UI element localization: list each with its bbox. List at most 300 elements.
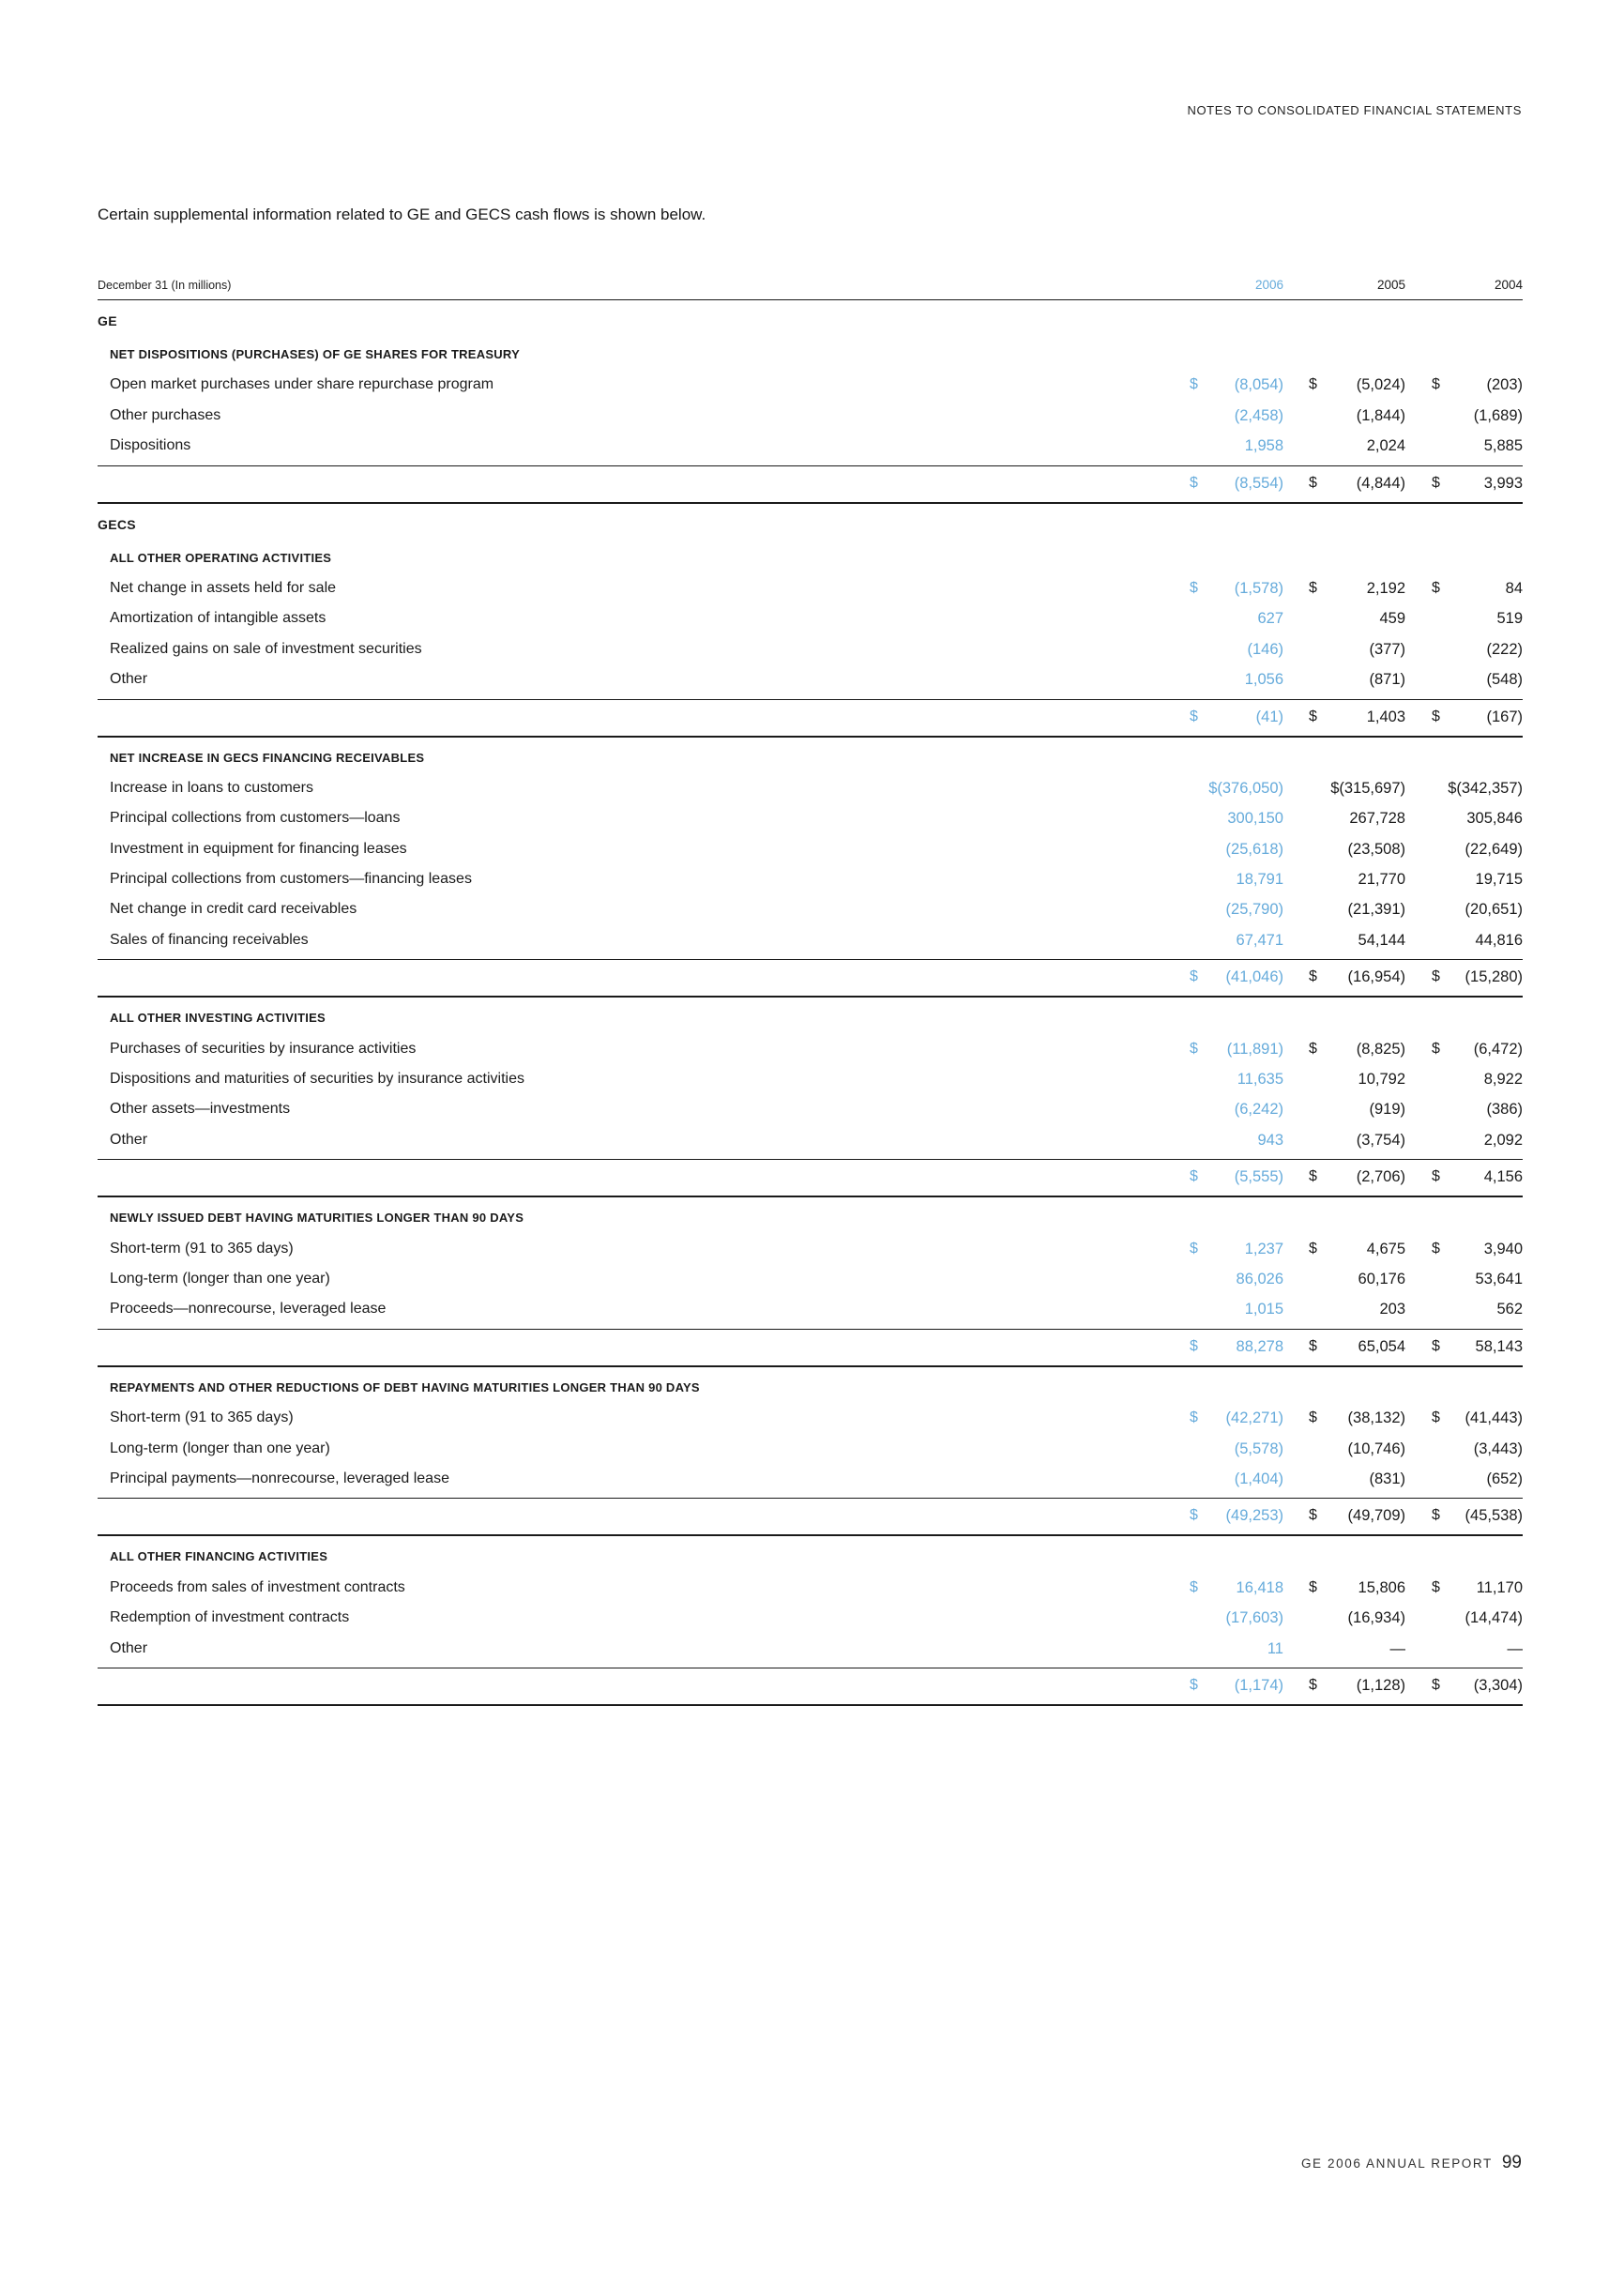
table-row [98, 1125, 1523, 1155]
dollar-sign: $ [1309, 1507, 1317, 1524]
total-row-spacer [98, 1671, 1133, 1699]
section-heading-row [98, 1373, 1523, 1403]
cell-value: $(315,697) [1330, 779, 1405, 797]
row-label: Sales of financing receivables [110, 931, 309, 948]
table-caption: December 31 (In millions) [98, 279, 232, 292]
value-cell-2006 [1133, 1403, 1283, 1433]
value-cell-2005 [1283, 894, 1405, 924]
table-section [98, 738, 1523, 998]
cell-value: (1,689) [1473, 406, 1523, 424]
cell-value: (1,404) [1234, 1470, 1283, 1487]
table-row [98, 1603, 1523, 1633]
value-cell-2006 [1133, 469, 1283, 497]
section-total-row [98, 1501, 1523, 1530]
cell-value: 18,791 [1236, 871, 1283, 889]
value-cell-2006 [1133, 894, 1283, 924]
section-heading: ALL OTHER INVESTING ACTIVITIES [110, 1011, 326, 1026]
value-cell-2005 [1283, 1464, 1405, 1494]
cell-value: (222) [1486, 640, 1523, 658]
table-section [98, 1197, 1523, 1367]
dollar-sign: $ [1309, 1578, 1317, 1595]
cell-value: (41,046) [1225, 968, 1283, 986]
value-cell-2005 [1283, 1064, 1405, 1094]
value-cell-2004 [1405, 1671, 1523, 1699]
value-cell-2005 [1283, 573, 1405, 603]
row-label: Other [110, 1639, 148, 1656]
dollar-sign: $ [1309, 579, 1317, 596]
cell-value: (831) [1369, 1470, 1405, 1487]
table-row [98, 1234, 1523, 1264]
value-cell-2006 [1133, 864, 1283, 894]
cell-value: (4,844) [1356, 474, 1405, 492]
cell-value: 53,641 [1475, 1270, 1523, 1287]
table-row [98, 634, 1523, 664]
cell-value: (22,649) [1465, 840, 1523, 858]
cell-value: (10,746) [1347, 1440, 1405, 1457]
section-heading: NET INCREASE IN GECS FINANCING RECEIVABLES [110, 750, 425, 765]
section-heading-row [98, 1542, 1523, 1572]
cell-value: (25,618) [1225, 840, 1283, 858]
group-label: GECS [98, 516, 136, 532]
value-cell-2004 [1405, 963, 1523, 991]
value-cell-2006 [1133, 1501, 1283, 1530]
table-row [98, 431, 1523, 461]
cell-value: (919) [1369, 1101, 1405, 1119]
table-row [98, 401, 1523, 431]
table-row [98, 773, 1523, 803]
cell-value: 84 [1505, 579, 1523, 597]
cell-value: 44,816 [1475, 931, 1523, 949]
cell-value: (203) [1486, 376, 1523, 394]
value-cell-2006 [1133, 1064, 1283, 1094]
dollar-sign: $ [1432, 474, 1440, 491]
report-name: GE 2006 ANNUAL REPORT [1300, 2156, 1493, 2171]
row-label: Realized gains on sale of investment securities [110, 640, 422, 657]
section-total-row [98, 1333, 1523, 1361]
cell-value: 4,675 [1366, 1240, 1405, 1257]
cash-flow-supplemental-table [98, 278, 1523, 1706]
value-cell-2005 [1283, 1573, 1405, 1603]
value-cell-2006 [1133, 703, 1283, 731]
value-cell-2004 [1405, 634, 1523, 664]
row-label: Principal collections from customers—loans [110, 810, 401, 827]
value-cell-2004 [1405, 431, 1523, 461]
cell-value: 60,176 [1358, 1270, 1405, 1287]
table-section [98, 998, 1523, 1197]
cell-value: 1,958 [1244, 437, 1283, 455]
dollar-sign: $ [1432, 579, 1440, 596]
cell-value: $(342,357) [1448, 779, 1523, 797]
value-cell-2004 [1405, 1573, 1523, 1603]
group-label: GE [98, 313, 117, 328]
dollar-sign: $ [1309, 968, 1317, 985]
value-cell-2004 [1405, 664, 1523, 694]
cell-value: 300,150 [1227, 810, 1283, 828]
section-total-row [98, 1163, 1523, 1191]
value-cell-2005 [1283, 1603, 1405, 1633]
value-cell-2006 [1133, 1034, 1283, 1064]
section-heading-row [98, 1203, 1523, 1233]
value-cell-2004 [1405, 1094, 1523, 1124]
cell-value: 3,940 [1483, 1240, 1523, 1257]
table-row [98, 1094, 1523, 1124]
value-cell-2004 [1405, 1603, 1523, 1633]
table-row [98, 1294, 1523, 1324]
section-heading: REPAYMENTS AND OTHER REDUCTIONS OF DEBT HAVING MATURITIES LONGER THAN 90 DAYS [110, 1379, 700, 1394]
value-cell-2005 [1283, 803, 1405, 833]
total-row-spacer [98, 469, 1133, 497]
row-label: Investment in equipment for financing leases [110, 840, 407, 857]
table-row [98, 664, 1523, 694]
cell-value: 2,024 [1366, 437, 1405, 455]
table-row [98, 1434, 1523, 1464]
value-cell-2004 [1405, 1403, 1523, 1433]
value-cell-2004 [1405, 703, 1523, 731]
cell-value: (5,555) [1234, 1168, 1283, 1186]
cell-value: (16,954) [1347, 968, 1405, 986]
table-header-row [98, 278, 1523, 300]
value-cell-2006 [1133, 1264, 1283, 1294]
value-cell-2004 [1405, 925, 1523, 955]
cell-value: 11 [1267, 1639, 1283, 1657]
value-cell-2006 [1133, 603, 1283, 633]
table-row [98, 603, 1523, 633]
cell-value: 10,792 [1358, 1071, 1405, 1089]
dollar-sign: $ [1432, 1578, 1440, 1595]
cell-value: (11,891) [1226, 1040, 1283, 1058]
dollar-sign: $ [1190, 968, 1198, 985]
value-cell-2004 [1405, 864, 1523, 894]
running-header: NOTES TO CONSOLIDATED FINANCIAL STATEMENTS [1187, 103, 1522, 117]
dollar-sign: $ [1432, 1337, 1440, 1354]
dollar-sign: $ [1432, 708, 1440, 724]
value-cell-2004 [1405, 1434, 1523, 1464]
cell-value: 65,054 [1358, 1337, 1405, 1355]
row-label: Principal collections from customers—financing leases [110, 871, 472, 888]
value-cell-2006 [1133, 634, 1283, 664]
cell-value: (167) [1486, 708, 1523, 725]
cell-value: (1,128) [1356, 1676, 1405, 1694]
value-cell-2005 [1283, 1264, 1405, 1294]
table-row [98, 864, 1523, 894]
value-cell-2006 [1133, 370, 1283, 400]
cell-value: (377) [1369, 640, 1405, 658]
table-section [98, 1367, 1523, 1537]
dollar-sign: $ [1190, 1507, 1198, 1524]
section-total-block [98, 959, 1523, 998]
value-cell-2004 [1405, 370, 1523, 400]
dollar-sign: $ [1190, 1240, 1198, 1257]
dollar-sign: $ [1190, 1676, 1198, 1693]
section-heading-row [98, 543, 1523, 573]
cell-value: 67,471 [1236, 931, 1283, 949]
dollar-sign: $ [1190, 1168, 1198, 1185]
dollar-sign: $ [1432, 1507, 1440, 1524]
cell-value: (6,242) [1234, 1101, 1283, 1119]
cell-value: (8,054) [1234, 376, 1283, 394]
dollar-sign: $ [1432, 1240, 1440, 1257]
cell-value: (8,554) [1234, 474, 1283, 492]
cell-value: (45,538) [1465, 1507, 1523, 1525]
group-row [98, 300, 1523, 334]
value-cell-2004 [1405, 1125, 1523, 1155]
cell-value: 627 [1257, 610, 1283, 628]
table-row [98, 925, 1523, 955]
dollar-sign: $ [1432, 1676, 1440, 1693]
section-total-row [98, 703, 1523, 731]
row-label: Principal payments—nonrecourse, leveraged lease [110, 1470, 449, 1486]
cell-value: 58,143 [1475, 1337, 1523, 1355]
value-cell-2006 [1133, 803, 1283, 833]
cell-value: 1,403 [1366, 708, 1405, 725]
value-cell-2004 [1405, 1163, 1523, 1191]
dollar-sign: $ [1432, 968, 1440, 985]
cell-value: 88,278 [1236, 1337, 1283, 1355]
cell-value: 519 [1496, 610, 1523, 628]
row-label: Other purchases [110, 406, 221, 423]
section-total-block [98, 1498, 1523, 1536]
cell-value: (21,391) [1347, 901, 1405, 919]
dollar-sign: $ [1309, 1409, 1317, 1426]
value-cell-2004 [1405, 894, 1523, 924]
cell-value: (3,443) [1473, 1440, 1523, 1457]
cell-value: 21,770 [1358, 871, 1405, 889]
value-cell-2006 [1133, 1671, 1283, 1699]
cell-value: 1,237 [1244, 1240, 1283, 1257]
value-cell-2005 [1283, 1501, 1405, 1530]
total-row-spacer [98, 1501, 1133, 1530]
cell-value: 11,635 [1237, 1071, 1283, 1089]
cell-value: (1,174) [1234, 1676, 1283, 1694]
cell-value: 203 [1379, 1301, 1405, 1318]
value-cell-2005 [1283, 1434, 1405, 1464]
page-footer [1301, 2153, 1522, 2173]
page-number: 99 [1501, 2153, 1522, 2172]
cell-value: 305,846 [1466, 810, 1523, 828]
value-cell-2004 [1405, 773, 1523, 803]
dollar-sign: $ [1432, 1409, 1440, 1426]
cell-value: (5,578) [1234, 1440, 1283, 1457]
value-cell-2006 [1133, 1294, 1283, 1324]
group-row [98, 504, 1523, 538]
row-label: Long-term (longer than one year) [110, 1440, 330, 1456]
value-cell-2005 [1283, 634, 1405, 664]
dollar-sign: $ [1432, 376, 1440, 393]
value-cell-2005 [1283, 1163, 1405, 1191]
section-total-block [98, 1668, 1523, 1706]
cell-value: (2,706) [1356, 1168, 1405, 1186]
value-cell-2005 [1283, 1234, 1405, 1264]
value-cell-2004 [1405, 1034, 1523, 1064]
cell-value: (548) [1486, 671, 1523, 689]
value-cell-2004 [1405, 834, 1523, 864]
cell-value: 562 [1496, 1301, 1523, 1318]
section-total-block [98, 699, 1523, 738]
column-header-2006: 2006 [1254, 278, 1283, 292]
table-row [98, 1264, 1523, 1294]
cell-value: (386) [1486, 1101, 1523, 1119]
cell-value: (23,508) [1347, 840, 1405, 858]
cell-value: (49,709) [1347, 1507, 1405, 1525]
dollar-sign: $ [1190, 376, 1198, 393]
row-label: Net change in credit card receivables [110, 901, 357, 918]
dollar-sign: $ [1309, 1337, 1317, 1354]
table-row [98, 834, 1523, 864]
row-label: Proceeds from sales of investment contracts [110, 1578, 405, 1595]
value-cell-2004 [1405, 1234, 1523, 1264]
cell-value: 1,056 [1244, 671, 1283, 689]
row-label: Long-term (longer than one year) [110, 1270, 330, 1287]
row-label: Net change in assets held for sale [110, 579, 337, 596]
value-cell-2004 [1405, 1634, 1523, 1664]
value-cell-2005 [1283, 431, 1405, 461]
value-cell-2005 [1283, 1094, 1405, 1124]
row-label: Short-term (91 to 365 days) [110, 1240, 294, 1257]
section-heading: NET DISPOSITIONS (PURCHASES) OF GE SHARES FOR TREASURY [110, 347, 521, 361]
dollar-sign: $ [1432, 1168, 1440, 1185]
cell-value: (41,443) [1465, 1409, 1523, 1427]
section-total-block [98, 465, 1523, 504]
table-row [98, 803, 1523, 833]
section-heading-row [98, 743, 1523, 773]
cell-value: — [1389, 1639, 1405, 1657]
value-cell-2004 [1405, 803, 1523, 833]
cell-value: 11,170 [1476, 1578, 1523, 1596]
value-cell-2006 [1133, 1234, 1283, 1264]
section-total-row [98, 963, 1523, 991]
table-row [98, 370, 1523, 400]
section-heading: ALL OTHER FINANCING ACTIVITIES [110, 1549, 328, 1564]
dollar-sign: $ [1309, 1240, 1317, 1257]
dollar-sign: $ [1309, 708, 1317, 724]
section-total-block [98, 1329, 1523, 1367]
value-cell-2005 [1283, 1403, 1405, 1433]
value-cell-2004 [1405, 1464, 1523, 1494]
cell-value: (16,934) [1347, 1609, 1405, 1627]
row-label: Open market purchases under share repurchase program [110, 376, 494, 393]
value-cell-2006 [1133, 1163, 1283, 1191]
table-section [98, 1536, 1523, 1706]
dollar-sign: $ [1309, 1040, 1317, 1057]
table-body [98, 300, 1523, 1706]
cell-value: (652) [1486, 1470, 1523, 1487]
cell-value: 1,015 [1244, 1301, 1283, 1318]
total-row-spacer [98, 703, 1133, 731]
cell-value: 2,092 [1483, 1131, 1523, 1149]
value-cell-2006 [1133, 1573, 1283, 1603]
value-cell-2006 [1133, 963, 1283, 991]
dollar-sign: $ [1309, 1676, 1317, 1693]
row-label: Dispositions and maturities of securities by insurance activities [110, 1071, 524, 1088]
cell-value: $(376,050) [1208, 779, 1283, 797]
cell-value: (2,458) [1234, 406, 1283, 424]
table-row [98, 1034, 1523, 1064]
value-cell-2005 [1283, 1671, 1405, 1699]
cell-value: (871) [1369, 671, 1405, 689]
value-cell-2005 [1283, 864, 1405, 894]
cell-value: 267,728 [1349, 810, 1405, 828]
cell-value: (3,304) [1473, 1676, 1523, 1694]
table-row [98, 894, 1523, 924]
value-cell-2006 [1133, 773, 1283, 803]
cell-value: (5,024) [1356, 376, 1405, 394]
table-row [98, 573, 1523, 603]
value-cell-2006 [1133, 1125, 1283, 1155]
value-cell-2005 [1283, 1125, 1405, 1155]
value-cell-2006 [1133, 1434, 1283, 1464]
row-label: Other assets—investments [110, 1101, 291, 1118]
value-cell-2005 [1283, 603, 1405, 633]
value-cell-2006 [1133, 1464, 1283, 1494]
dollar-sign: $ [1309, 474, 1317, 491]
value-cell-2005 [1283, 664, 1405, 694]
cell-value: 5,885 [1483, 437, 1523, 455]
row-label: Short-term (91 to 365 days) [110, 1409, 294, 1426]
table-section [98, 334, 1523, 504]
cell-value: 2,192 [1366, 579, 1405, 597]
value-cell-2004 [1405, 1333, 1523, 1361]
dollar-sign: $ [1190, 708, 1198, 724]
cell-value: (8,825) [1356, 1040, 1405, 1058]
dollar-sign: $ [1190, 1409, 1198, 1426]
value-cell-2006 [1133, 664, 1283, 694]
cell-value: (25,790) [1225, 901, 1283, 919]
cell-value: — [1507, 1639, 1523, 1657]
section-total-row [98, 1671, 1523, 1699]
dollar-sign: $ [1309, 1168, 1317, 1185]
row-label: Proceeds—nonrecourse, leveraged lease [110, 1301, 387, 1318]
value-cell-2006 [1133, 1603, 1283, 1633]
value-cell-2005 [1283, 773, 1405, 803]
dollar-sign: $ [1190, 1578, 1198, 1595]
cell-value: 54,144 [1358, 931, 1405, 949]
row-label: Dispositions [110, 437, 191, 454]
total-row-spacer [98, 963, 1133, 991]
table-row [98, 1634, 1523, 1664]
row-label: Other [110, 1131, 148, 1148]
cell-value: (49,253) [1225, 1507, 1283, 1525]
section-total-row [98, 469, 1523, 497]
cell-value: 19,715 [1475, 871, 1523, 889]
value-cell-2006 [1133, 834, 1283, 864]
section-heading-row [98, 340, 1523, 370]
value-cell-2005 [1283, 1634, 1405, 1664]
value-cell-2005 [1283, 401, 1405, 431]
row-label: Purchases of securities by insurance activities [110, 1040, 417, 1057]
section-heading: ALL OTHER OPERATING ACTIVITIES [110, 550, 332, 565]
row-label: Amortization of intangible assets [110, 610, 326, 627]
cell-value: 16,418 [1236, 1578, 1283, 1596]
table-row [98, 1403, 1523, 1433]
value-cell-2005 [1283, 703, 1405, 731]
value-cell-2006 [1133, 431, 1283, 461]
cell-value: 3,993 [1483, 474, 1523, 492]
section-total-block [98, 1159, 1523, 1197]
cell-value: 943 [1257, 1131, 1283, 1149]
value-cell-2005 [1283, 925, 1405, 955]
value-cell-2006 [1133, 401, 1283, 431]
cell-value: 8,922 [1483, 1071, 1523, 1089]
value-cell-2005 [1283, 1333, 1405, 1361]
section-heading-row [98, 1003, 1523, 1033]
total-row-spacer [98, 1333, 1133, 1361]
cell-value: 15,806 [1358, 1578, 1405, 1596]
cell-value: 86,026 [1236, 1270, 1283, 1287]
value-cell-2006 [1133, 1634, 1283, 1664]
value-cell-2006 [1133, 925, 1283, 955]
total-row-spacer [98, 1163, 1133, 1191]
cell-value: (1,578) [1234, 579, 1283, 597]
